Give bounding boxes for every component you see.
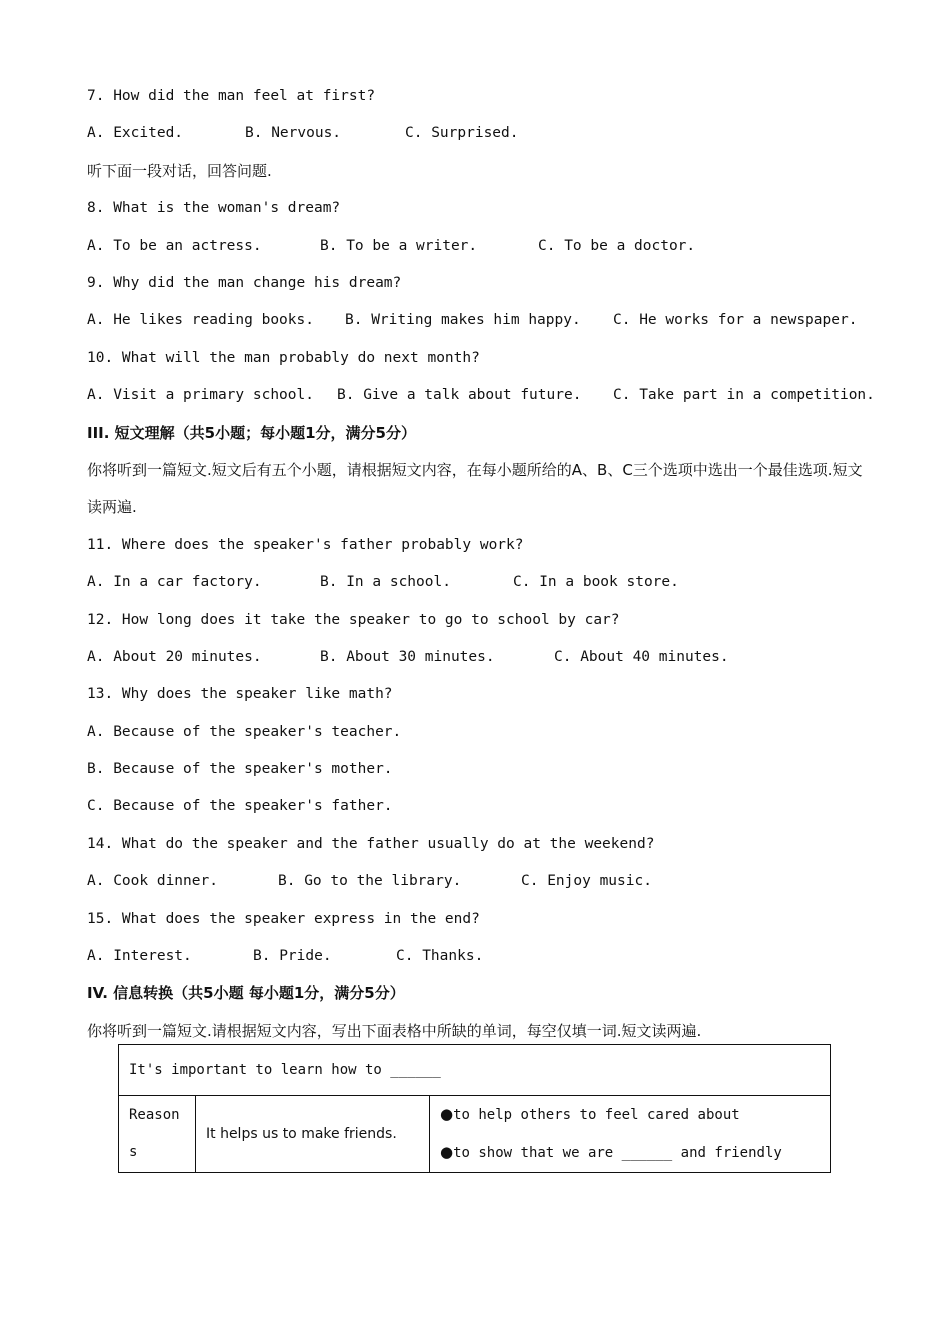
option-a: A. Visit a primary school. (87, 387, 314, 404)
table-top-text: It's important to learn how to ______ (129, 1062, 441, 1078)
option-b: B. Nervous. (245, 125, 342, 142)
reasons-label-line2: s (129, 1144, 138, 1160)
option-a: A. He likes reading books. (87, 312, 314, 329)
reasons-label-cell (119, 1096, 196, 1173)
section-3-title: III. 短文理解（共5小题；每小题1分，满分5分） (87, 423, 416, 442)
reason-list-cell (430, 1096, 831, 1173)
options-12 (87, 639, 877, 676)
question-12: 12. How long does it take the speaker to go to school by car? (87, 611, 620, 628)
table-row (119, 1096, 831, 1173)
option-b: B. About 30 minutes. (320, 648, 495, 665)
option-c: C. He works for a newspaper. (613, 312, 858, 329)
list-item: ●to help others to feel cared about (440, 1105, 740, 1123)
option-c: C. In a book store. (513, 574, 679, 591)
question-13: 13. Why does the speaker like math? (87, 686, 393, 703)
option-c: C. Enjoy music. (521, 873, 652, 890)
options-15 (87, 938, 877, 975)
table-row (119, 1045, 831, 1096)
option-b: B. Go to the library. (278, 873, 462, 890)
options-14 (87, 863, 877, 900)
option-c: C. Take part in a competition. (613, 387, 875, 404)
section-4-title: IV. 信息转换（共5小题 每小题1分，满分5分） (87, 984, 405, 1003)
question-14: 14. What do the speaker and the father usually do at the weekend? (87, 835, 655, 852)
exam-page (87, 78, 877, 1050)
option-c: C. Thanks. (396, 948, 484, 965)
question-7: 7. How did the man feel at first? (87, 88, 376, 104)
bullet-icon: ● (440, 1143, 454, 1161)
option-13b: B. Because of the speaker's mother. (87, 761, 393, 778)
option-c: C. Surprised. (405, 125, 519, 142)
options-11 (87, 564, 877, 601)
option-c: C. To be a doctor. (538, 237, 696, 254)
bullet-icon: ● (440, 1105, 454, 1123)
option-a: A. Interest. (87, 948, 192, 965)
options-10 (87, 377, 877, 414)
reasons-label-line1: Reason (129, 1107, 180, 1123)
question-8: 8. What is the woman's dream? (87, 200, 341, 217)
section-4-instruction: 你将听到一篇短文.请根据短文内容，写出下面表格中所缺的单词，每空仅填一词.短文读两遍. (87, 1021, 702, 1040)
option-a: A. About 20 minutes. (87, 648, 262, 665)
table-top-cell (119, 1045, 831, 1096)
information-table (118, 1044, 831, 1173)
option-b: B. Give a talk about future. (337, 387, 582, 404)
option-13c: C. Because of the speaker's father. (87, 798, 393, 815)
option-a: A. Cook dinner. (87, 873, 218, 890)
option-a: A. To be an actress. (87, 237, 262, 254)
question-10: 10. What will the man probably do next month? (87, 349, 480, 366)
option-c: C. About 40 minutes. (554, 648, 729, 665)
list-item: ●to show that we are ______ and friendly (440, 1143, 782, 1161)
question-9: 9. Why did the man change his dream? (87, 274, 402, 291)
option-b: B. Pride. (253, 948, 332, 965)
section-3-instruction: 你将听到一篇短文.短文后有五个小题，请根据短文内容，在每小题所给的A、B、C三个选项中选出一个最佳选项.短文读两遍. (87, 460, 863, 517)
reason-middle-text: It helps us to make friends. (206, 1126, 397, 1142)
option-a: A. Excited. (87, 125, 184, 142)
option-b: B. In a school. (320, 574, 451, 591)
option-b: B. Writing makes him happy. (345, 312, 581, 329)
option-13a: A. Because of the speaker's teacher. (87, 723, 402, 740)
reason-middle-cell (196, 1096, 430, 1173)
options-7 (87, 115, 877, 152)
option-b: B. To be a writer. (320, 237, 478, 254)
options-9 (87, 302, 877, 339)
option-a: A. In a car factory. (87, 574, 262, 591)
options-8 (87, 228, 877, 265)
dialog-instruction: 听下面一段对话，回答问题. (87, 161, 272, 180)
question-15: 15. What does the speaker express in the end? (87, 910, 480, 927)
question-11: 11. Where does the speaker's father probably work? (87, 536, 524, 553)
